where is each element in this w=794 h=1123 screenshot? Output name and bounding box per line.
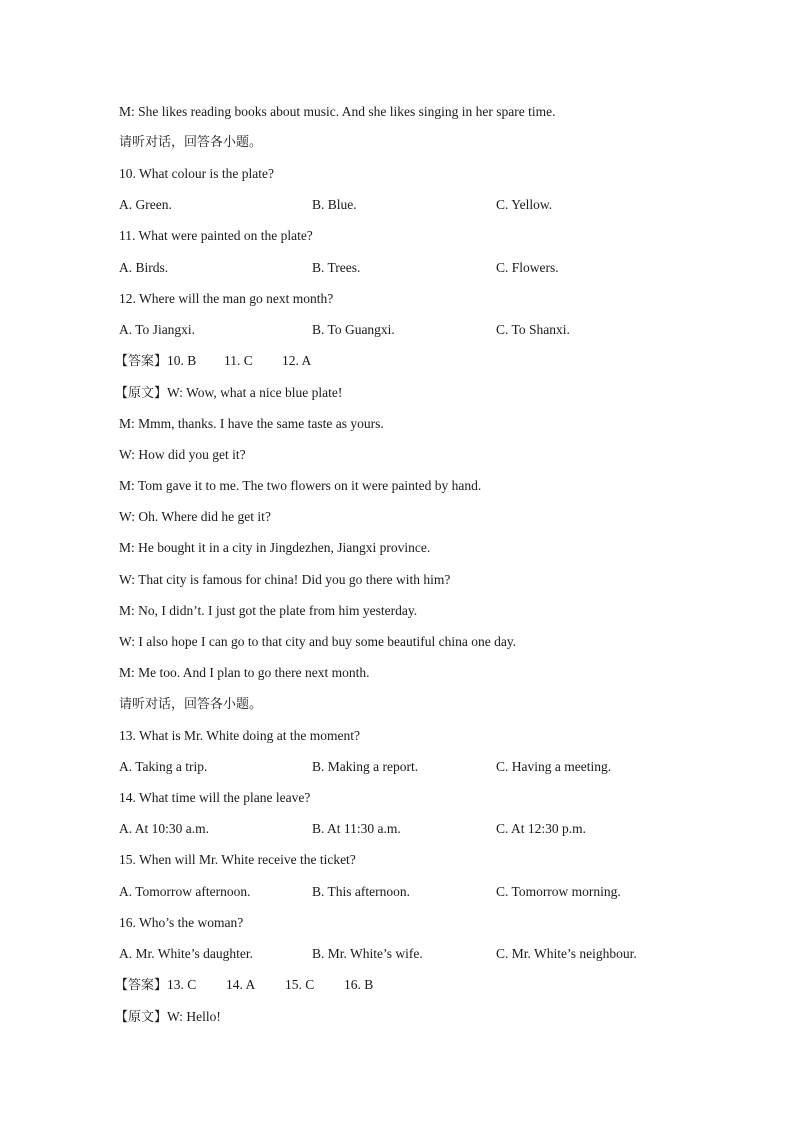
option-c: C. Having a meeting. <box>496 759 612 774</box>
answer-item: 14. A <box>226 977 256 992</box>
question-10: 10. What colour is the plate? <box>119 166 274 181</box>
dialogue-line: W: Wow, what a nice blue plate! <box>167 385 343 400</box>
answer-item: 16. B <box>344 977 374 992</box>
dialogue-line: W: Oh. Where did he get it? <box>119 509 271 524</box>
dialogue-line: M: Me too. And I plan to go there next month. <box>119 665 370 680</box>
answer-label: 【答案】 <box>115 978 168 993</box>
option-a: A. Tomorrow afternoon. <box>119 884 251 899</box>
dialogue-line: W: That city is famous for china! Did you go there with him? <box>119 572 451 587</box>
answer-item: 15. C <box>285 977 315 992</box>
option-a: A. At 10:30 a.m. <box>119 821 209 836</box>
dialogue-line: M: Mmm, thanks. I have the same taste as yours. <box>119 416 384 431</box>
option-b: B. This afternoon. <box>312 884 410 899</box>
option-a: A. Green. <box>119 197 172 212</box>
answer-item: 13. C <box>167 977 197 992</box>
option-a: A. Mr. White’s daughter. <box>119 946 253 961</box>
section-instruction: 请听对话，回答各小题。 <box>119 697 263 712</box>
option-c: C. At 12:30 p.m. <box>496 821 587 836</box>
options-12 <box>119 322 739 338</box>
transcript-label: 【原文】 <box>115 1010 168 1025</box>
option-b: B. At 11:30 a.m. <box>312 821 401 836</box>
option-b: B. To Guangxi. <box>312 322 395 337</box>
dialogue-line: W: How did you get it? <box>119 447 246 462</box>
dialogue-line: W: I also hope I can go to that city and buy some beautiful china one day. <box>119 634 517 649</box>
transcript-label: 【原文】 <box>115 386 168 401</box>
options-10 <box>119 197 739 213</box>
options-16 <box>119 946 739 962</box>
option-a: A. Taking a trip. <box>119 759 208 774</box>
option-c: C. To Shanxi. <box>496 322 570 337</box>
question-14: 14. What time will the plane leave? <box>119 790 311 805</box>
option-b: B. Mr. White’s wife. <box>312 946 423 961</box>
answer-key <box>115 977 374 993</box>
options-11 <box>119 260 739 276</box>
options-14 <box>119 821 739 837</box>
answer-item: 12. A <box>282 353 312 368</box>
section-instruction: 请听对话，回答各小题。 <box>119 135 263 150</box>
dialogue-line: M: He bought it in a city in Jingdezhen, Jiangxi province. <box>119 540 431 555</box>
question-13: 13. What is Mr. White doing at the moment? <box>119 728 360 743</box>
dialogue-line: M: Tom gave it to me. The two flowers on it were painted by hand. <box>119 478 482 493</box>
question-16: 16. Who’s the woman? <box>119 915 244 930</box>
option-c: C. Yellow. <box>496 197 553 212</box>
option-c: C. Flowers. <box>496 260 559 275</box>
question-12: 12. Where will the man go next month? <box>119 291 334 306</box>
option-b: B. Blue. <box>312 197 357 212</box>
option-a: A. To Jiangxi. <box>119 322 196 337</box>
transcript-start <box>115 385 343 401</box>
option-c: C. Tomorrow morning. <box>496 884 621 899</box>
option-b: B. Trees. <box>312 260 361 275</box>
answer-key <box>115 353 312 369</box>
dialogue-line: M: No, I didn’t. I just got the plate from him yesterday. <box>119 603 418 618</box>
answer-item: 10. B <box>167 353 197 368</box>
transcript-start <box>115 1009 221 1025</box>
options-13 <box>119 759 739 775</box>
answer-label: 【答案】 <box>115 354 168 369</box>
question-15: 15. When will Mr. White receive the ticket? <box>119 852 356 867</box>
option-c: C. Mr. White’s neighbour. <box>496 946 637 961</box>
option-a: A. Birds. <box>119 260 169 275</box>
dialogue-line: M: She likes reading books about music. And she likes singing in her spare time. <box>119 104 556 119</box>
dialogue-line: W: Hello! <box>167 1009 221 1024</box>
options-15 <box>119 884 739 900</box>
question-11: 11. What were painted on the plate? <box>119 228 313 243</box>
option-b: B. Making a report. <box>312 759 419 774</box>
answer-item: 11. C <box>224 353 253 368</box>
